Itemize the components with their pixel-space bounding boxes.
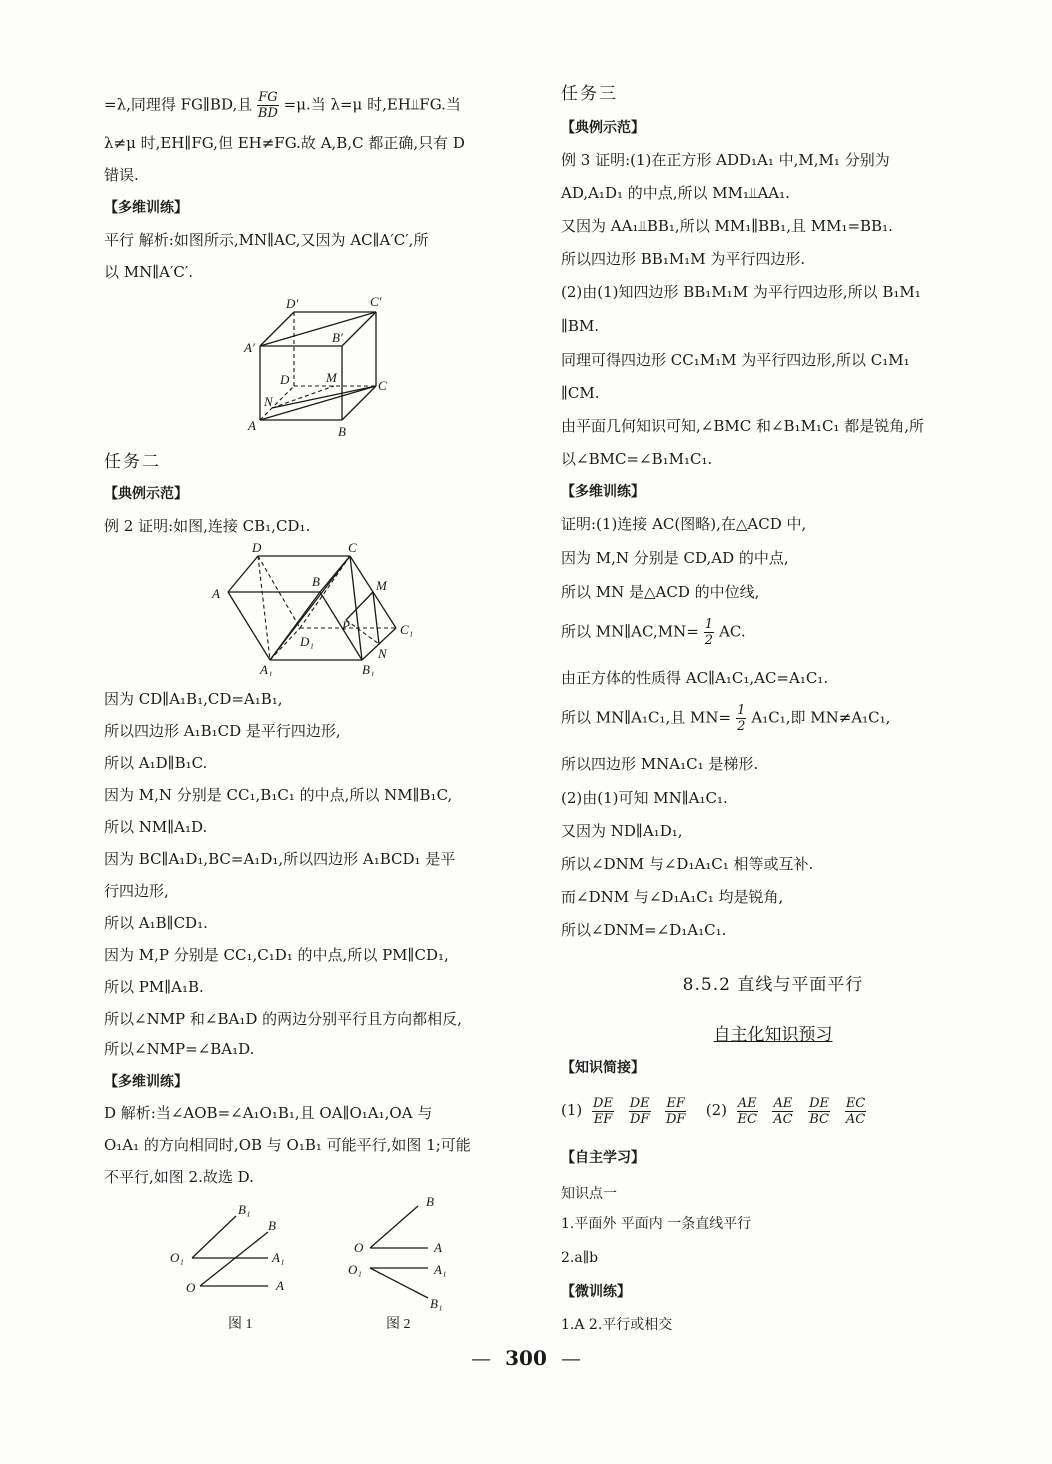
text-line: 所以 A₁D∥B₁C. — [104, 754, 208, 772]
text-line: 所以 A₁B∥CD₁. — [104, 914, 208, 932]
text-line: 平行 解析:如图所示,MN∥AC,又因为 AC∥A′C′,所 — [104, 231, 429, 249]
text-line: =λ,同理得 FG∥BD,且 $\frac{FG}{BD}$ =μ.当 λ=μ 时,EH⫫FG.当 — [104, 90, 461, 121]
text-line: 所以 MN∥AC,MN= $\frac{1}{2}$ AC. — [561, 617, 746, 648]
fig2-label: A₁ — [434, 1262, 447, 1277]
knowledge-point: 知识点一 — [561, 1186, 617, 1202]
text-line: 1.A 2.平行或相交 — [561, 1317, 673, 1333]
fraction-row: (1) $\frac{DE}{EF}$ $\frac{DE}{DF}$ $\frac{EF}{DF}$ (2) $\frac{AE}{EC}$ $\frac{AE}{AC}$ $\frac{DE}{BC}$ $\frac{EC}{AC}$ — [561, 1095, 866, 1127]
text-line: 因为 CD∥A₁B₁,CD=A₁B₁, — [104, 690, 283, 708]
fraction-half: $\frac{1}{2}$ — [737, 703, 746, 734]
fig2-caption: 图 2 — [386, 1317, 411, 1332]
angle-figures — [164, 1196, 484, 1336]
fig1-label: O — [186, 1280, 196, 1295]
task-heading: 任务二 — [104, 452, 161, 472]
fig1-label: B₁ — [238, 1202, 251, 1217]
text-line: (2)由(1)知四边形 BB₁M₁M 为平行四边形,所以 B₁M₁ — [561, 283, 921, 301]
text-line: 例 3 证明:(1)在正方形 ADD₁A₁ 中,M,M₁ 分别为 — [561, 151, 890, 169]
prism-figure — [210, 542, 430, 676]
text-line: 因为 BC∥A₁D₁,BC=A₁D₁,所以四边形 A₁BCD₁ 是平 — [104, 850, 456, 868]
prism-label: C₁ — [400, 622, 414, 637]
cube-label: A′ — [244, 340, 255, 355]
text-line: 不平行,如图 2.故选 D. — [104, 1168, 254, 1186]
fraction: $\frac{EF}{DF}$ — [665, 1095, 686, 1127]
text-line: 行四边形, — [104, 882, 169, 900]
task-heading: 任务三 — [561, 84, 618, 104]
section-heading: 【自主学习】 — [561, 1150, 645, 1166]
fig2-label: B — [426, 1196, 434, 1209]
fraction: $\frac{DE}{DF}$ — [629, 1095, 650, 1127]
text-line: 证明:(1)连接 AC(图略),在△ACD 中, — [561, 515, 807, 533]
fraction: $\frac{DE}{EF}$ — [593, 1095, 613, 1127]
fig2-label: O₁ — [348, 1262, 362, 1277]
text-line: 所以四边形 A₁B₁CD 是平行四边形, — [104, 722, 341, 740]
cube-label: C — [378, 378, 387, 393]
cube-label: C′ — [370, 294, 382, 309]
text-line: 所以四边形 MNA₁C₁ 是梯形. — [561, 755, 759, 773]
fig2-label: B₁ — [430, 1296, 443, 1311]
sub-title: 自主化知识预习 — [713, 1025, 833, 1045]
text-line: ∥CM. — [561, 384, 600, 402]
fig1-label: A — [276, 1278, 284, 1293]
fraction-fg-bd: $\frac{FG}{BD}$ — [257, 90, 278, 121]
text-line: 1.平面外 平面内 一条直线平行 — [561, 1216, 752, 1232]
fig1-label: O₁ — [170, 1250, 184, 1265]
text-line: λ≠μ 时,EH∥FG,但 EH≠FG.故 A,B,C 都正确,只有 D — [104, 134, 465, 152]
section-heading: 【典例示范】 — [561, 120, 645, 136]
text-line: 所以∠DNM 与∠D₁A₁C₁ 相等或互补. — [561, 855, 814, 873]
prism-label: D — [252, 542, 262, 555]
section-heading: 【多维训练】 — [104, 1074, 188, 1090]
text-line: 所以∠NMP=∠BA₁D. — [104, 1040, 255, 1058]
cube-label: N — [264, 394, 273, 409]
fig2-label: A — [434, 1240, 442, 1255]
prism-label: A — [212, 586, 220, 601]
prism-label: A₁ — [260, 662, 273, 676]
fig1-caption: 图 1 — [228, 1317, 253, 1332]
cube-label: D — [280, 372, 290, 387]
text-line: 2.a∥b — [561, 1250, 599, 1266]
text-line: 由平面几何知识可知,∠BMC 和∠B₁M₁C₁ 都是锐角,所 — [561, 417, 924, 435]
text-line: 所以 MN∥A₁C₁,且 MN= $\frac{1}{2}$ A₁C₁,即 MN≠A₁C₁, — [561, 703, 891, 734]
text-line: 以 MN∥A′C′. — [104, 263, 194, 281]
text-line: 所以 MN 是△ACD 的中位线, — [561, 583, 760, 601]
text-line: 错误. — [104, 166, 139, 184]
fraction: $\frac{EC}{AC}$ — [845, 1095, 866, 1127]
text-line: 以∠BMC=∠B₁M₁C₁. — [561, 450, 713, 468]
cube-label: M — [326, 370, 337, 385]
text-line: 因为 M,N 分别是 CC₁,B₁C₁ 的中点,所以 NM∥B₁C, — [104, 786, 453, 804]
text-line: 因为 M,P 分别是 CC₁,C₁D₁ 的中点,所以 PM∥CD₁, — [104, 946, 449, 964]
text-line: O₁A₁ 的方向相同时,OB 与 O₁B₁ 可能平行,如图 1;可能 — [104, 1136, 471, 1154]
text-line: 由正方体的性质得 AC∥A₁C₁,AC=A₁C₁. — [561, 669, 829, 687]
text-line: 又因为 AA₁⫫BB₁,所以 MM₁∥BB₁,且 MM₁=BB₁. — [561, 217, 893, 235]
text-line: 又因为 ND∥A₁D₁, — [561, 822, 683, 840]
text-line: AD,A₁D₁ 的中点,所以 MM₁⫫AA₁. — [561, 184, 790, 202]
section-heading: 【多维训练】 — [104, 200, 188, 216]
prism-label: P — [342, 618, 350, 633]
fig1-label: B — [268, 1218, 276, 1233]
text-line: 所以四边形 BB₁M₁M 为平行四边形. — [561, 250, 806, 268]
page-number: — 300 — — [471, 1346, 581, 1370]
prism-label: C — [348, 542, 357, 555]
cube-label: B — [338, 424, 346, 439]
cube-figure — [234, 290, 404, 440]
section-heading: 【知识简接】 — [561, 1060, 645, 1076]
section-heading: 【多维训练】 — [561, 484, 645, 500]
fraction: $\frac{AE}{AC}$ — [773, 1095, 793, 1127]
section-heading: 【微训练】 — [561, 1284, 631, 1300]
text-line: 所以 NM∥A₁D. — [104, 818, 208, 836]
prism-label: B₁ — [362, 662, 375, 676]
fig1-label: A₁ — [272, 1250, 285, 1265]
prism-label: B — [312, 574, 320, 589]
cube-label: D′ — [286, 296, 299, 311]
text-line: D 解析:当∠AOB=∠A₁O₁B₁,且 OA∥O₁A₁,OA 与 — [104, 1104, 433, 1122]
fraction: $\frac{DE}{BC}$ — [809, 1095, 830, 1127]
text-line: 所以∠NMP 和∠BA₁D 的两边分别平行且方向都相反, — [104, 1010, 462, 1028]
cube-label: A — [248, 418, 256, 433]
prism-label: D₁ — [300, 634, 314, 649]
prism-label: N — [378, 646, 387, 661]
text-line: 同理可得四边形 CC₁M₁M 为平行四边形,所以 C₁M₁ — [561, 351, 910, 369]
text-line: (2)由(1)可知 MN∥A₁C₁. — [561, 789, 728, 807]
prism-label: M — [376, 578, 387, 593]
fig2-label: O — [354, 1240, 364, 1255]
text-line: ∥BM. — [561, 317, 600, 335]
fraction-half: $\frac{1}{2}$ — [704, 617, 714, 648]
text-line: 例 2 证明:如图,连接 CB₁,CD₁. — [104, 517, 311, 535]
text-line: 所以 PM∥A₁B. — [104, 978, 204, 996]
text-line: 而∠DNM 与∠D₁A₁C₁ 均是锐角, — [561, 888, 784, 906]
section-title: 8.5.2 直线与平面平行 — [682, 975, 864, 995]
text-line: 因为 M,N 分别是 CD,AD 的中点, — [561, 549, 789, 567]
fraction: $\frac{AE}{EC}$ — [737, 1095, 757, 1127]
section-heading: 【典例示范】 — [104, 486, 188, 502]
cube-label: B′ — [332, 330, 343, 345]
text-line: 所以∠DNM=∠D₁A₁C₁. — [561, 921, 727, 939]
